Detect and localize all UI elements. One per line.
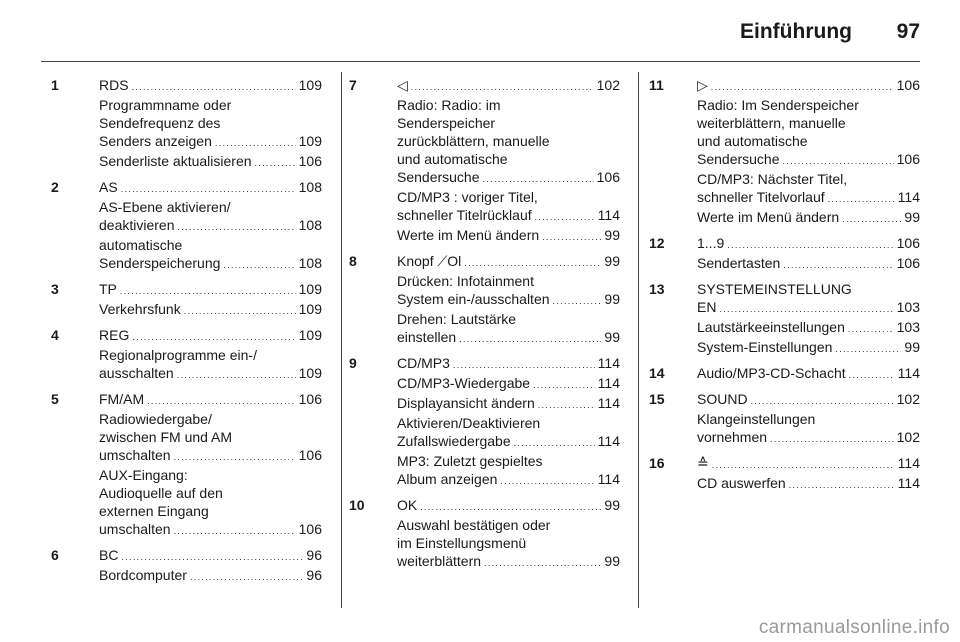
index-label: SOUND: [697, 391, 748, 407]
index-label: Regionalprogramme ein-/: [99, 347, 257, 363]
page-reference: 99: [604, 497, 620, 513]
index-line: [99, 300, 322, 320]
dot-leader: [719, 298, 893, 318]
index-line: [397, 452, 620, 470]
dot-leader: [483, 168, 594, 188]
index-entry: [649, 76, 920, 228]
index-line: [697, 338, 920, 358]
index-line: [697, 318, 920, 338]
dot-leader: [464, 252, 601, 272]
dot-leader: [783, 150, 894, 170]
page-reference: 99: [604, 227, 620, 243]
entry-number: 13: [649, 281, 665, 297]
index-line: [697, 96, 920, 114]
index-line: [99, 364, 322, 384]
page-reference: 106: [298, 447, 322, 463]
dot-leader: [783, 254, 893, 274]
index-line: [697, 150, 920, 170]
dot-leader: [190, 566, 303, 586]
page-reference: 109: [298, 77, 322, 93]
index-line: [99, 254, 322, 274]
dot-leader: [178, 216, 296, 236]
page-reference: 99: [604, 553, 620, 569]
index-label: weiterblättern: [397, 553, 482, 569]
dot-leader: [500, 470, 594, 490]
index-line: [397, 552, 620, 572]
index-label: EN: [697, 299, 717, 315]
index-line: [99, 484, 322, 502]
index-label: Senderliste aktualisieren: [99, 153, 252, 169]
page-reference: 99: [604, 291, 620, 307]
page-reference: 114: [897, 189, 920, 205]
index-entry: [51, 326, 322, 384]
index-label: ◁: [397, 77, 408, 93]
entry-number: 8: [349, 253, 357, 269]
index-label: Aktivieren/Deaktivieren: [397, 415, 541, 431]
index-label: Drehen: Lautstärke: [397, 311, 517, 327]
index-line: [397, 354, 620, 374]
index-line: [99, 410, 322, 428]
index-line: [99, 546, 322, 566]
page-reference: 103: [896, 319, 920, 335]
dot-leader: [828, 188, 895, 208]
page-reference: 114: [597, 355, 620, 371]
dot-leader: [121, 178, 296, 198]
index-label: CD/MP3-Wiedergabe: [397, 375, 531, 391]
entry-number: 5: [51, 391, 59, 407]
dot-leader: [174, 520, 296, 540]
index-label: REG: [99, 327, 130, 343]
index-label: Senders anzeigen: [99, 133, 212, 149]
index-label: BC: [99, 547, 119, 563]
dot-leader: [848, 318, 894, 338]
index-line: [397, 432, 620, 452]
index-label: ▷: [697, 77, 708, 93]
index-line: [697, 234, 920, 254]
entry-number: 10: [349, 497, 365, 513]
dot-leader: [121, 546, 303, 566]
dot-leader: [553, 290, 602, 310]
dot-leader: [147, 390, 296, 410]
index-label: weiterblättern, manuelle: [697, 115, 846, 131]
index-label: externen Eingang: [99, 503, 209, 519]
index-line: [397, 374, 620, 394]
index-column-2: [349, 76, 620, 578]
index-label: deaktivieren: [99, 217, 175, 233]
index-line: [697, 428, 920, 448]
index-label: RDS: [99, 77, 129, 93]
page-reference: 99: [604, 253, 620, 269]
index-label: Sendersuche: [697, 151, 780, 167]
index-entry: [349, 496, 620, 572]
index-line: [697, 114, 920, 132]
index-line: [397, 470, 620, 490]
dot-leader: [215, 132, 296, 152]
index-label: ausschalten: [99, 365, 174, 381]
entry-number: 15: [649, 391, 665, 407]
index-label: vornehmen: [697, 429, 768, 445]
index-entry: [649, 280, 920, 358]
index-label: Zufallswiedergabe: [397, 433, 511, 449]
page-reference: 109: [298, 327, 322, 343]
index-line: [697, 208, 920, 228]
column-divider: [638, 72, 639, 608]
index-label: Radio: Radio: im: [397, 97, 501, 113]
dot-leader: [420, 496, 601, 516]
dot-leader: [411, 76, 594, 96]
index-line: [697, 132, 920, 150]
page-reference: 114: [597, 375, 620, 391]
index-label: umschalten: [99, 521, 171, 537]
index-line: [99, 326, 322, 346]
column-divider: [341, 72, 342, 608]
index-line: [99, 76, 322, 96]
index-label: Werte im Menü ändern: [397, 227, 540, 243]
index-line: [99, 132, 322, 152]
dot-leader: [132, 76, 296, 96]
index-label: einstellen: [397, 329, 457, 345]
index-label: 1...9: [697, 235, 725, 251]
entry-number: 3: [51, 281, 59, 297]
index-line: [99, 216, 322, 236]
dot-leader: [484, 552, 601, 572]
index-line: [397, 328, 620, 348]
index-column-3: [649, 76, 920, 500]
dot-leader: [727, 234, 893, 254]
index-label: Bordcomputer: [99, 567, 187, 583]
page-reference: 114: [597, 471, 620, 487]
index-line: [697, 298, 920, 318]
index-label: ≙: [697, 455, 709, 471]
index-line: [397, 290, 620, 310]
index-label: und automatische: [697, 133, 808, 149]
index-label: CD/MP3: [397, 355, 450, 371]
entry-number: 7: [349, 77, 357, 93]
index-label: Programmname oder: [99, 97, 232, 113]
index-line: [397, 496, 620, 516]
page-reference: 106: [298, 153, 322, 169]
index-label: AUX-Eingang:: [99, 467, 188, 483]
index-label: zwischen FM und AM: [99, 429, 233, 445]
index-line: [99, 96, 322, 114]
entry-number: 12: [649, 235, 665, 251]
index-line: [99, 152, 322, 172]
index-line: [697, 474, 920, 494]
index-label: CD/MP3 : voriger Titel,: [397, 189, 538, 205]
index-line: [99, 446, 322, 466]
index-label: Sendertasten: [697, 255, 781, 271]
index-entry: [51, 546, 322, 586]
index-entry: [649, 390, 920, 448]
index-label: und automatische: [397, 151, 508, 167]
entry-number: 2: [51, 179, 59, 195]
index-line: [697, 364, 920, 384]
index-label: Senderspeicherung: [99, 255, 221, 271]
index-label: Audioquelle auf den: [99, 485, 223, 501]
page-title: Einführung: [740, 20, 852, 43]
index-line: [697, 454, 920, 474]
index-label: OK: [397, 497, 418, 513]
index-entry: [649, 454, 920, 494]
dot-leader: [535, 206, 595, 226]
index-label: SYSTEMEINSTELLUNG: [697, 281, 852, 297]
index-line: [99, 466, 322, 484]
page-reference: 114: [897, 365, 920, 381]
index-label: Werte im Menü ändern: [697, 209, 840, 225]
entry-number: 9: [349, 355, 357, 371]
index-line: [99, 502, 322, 520]
index-line: [397, 168, 620, 188]
entry-number: 1: [51, 77, 59, 93]
dot-leader: [174, 446, 296, 466]
index-label: CD/MP3: Nächster Titel,: [697, 171, 848, 187]
index-label: Radio: Im Senderspeicher: [697, 97, 859, 113]
page-reference: 106: [298, 521, 322, 537]
index-line: [397, 516, 620, 534]
index-label: TP: [99, 281, 117, 297]
dot-leader: [223, 254, 295, 274]
index-line: [99, 114, 322, 132]
page-reference: 114: [897, 455, 920, 471]
dot-leader: [712, 454, 895, 474]
page-reference: 99: [904, 339, 920, 355]
page-reference: 114: [597, 207, 620, 223]
index-entry: [51, 76, 322, 172]
index-entry: [349, 252, 620, 348]
index-entry: [349, 76, 620, 246]
index-label: System-Einstellungen: [697, 339, 833, 355]
page-reference: 106: [896, 255, 920, 271]
index-label: AS-Ebene aktivieren/: [99, 199, 231, 215]
page-number: 97: [896, 20, 920, 43]
page-reference: 108: [298, 255, 322, 271]
index-line: [697, 254, 920, 274]
index-entry: [349, 354, 620, 490]
page-reference: 114: [597, 433, 620, 449]
index-line: [697, 390, 920, 410]
page-reference: 109: [298, 281, 322, 297]
page-reference: 99: [904, 209, 920, 225]
index-line: [397, 76, 620, 96]
page-reference: 102: [896, 391, 920, 407]
index-line: [397, 252, 620, 272]
page-reference: 106: [596, 169, 620, 185]
index-line: [99, 520, 322, 540]
dot-leader: [184, 300, 296, 320]
index-label: Drücken: Infotainment: [397, 273, 534, 289]
header-rule: [41, 61, 920, 62]
index-label: schneller Titelrücklauf: [397, 207, 532, 223]
page-reference: 106: [896, 235, 920, 251]
index-entry: [51, 280, 322, 320]
dot-leader: [177, 364, 296, 384]
index-line: [697, 76, 920, 96]
index-line: [99, 428, 322, 446]
dot-leader: [542, 226, 601, 246]
dot-leader: [789, 474, 895, 494]
index-line: [397, 310, 620, 328]
index-line: [697, 170, 920, 188]
index-column-1: [51, 76, 322, 592]
dot-leader: [120, 280, 296, 300]
index-line: [397, 226, 620, 246]
dot-leader: [132, 326, 295, 346]
index-label: Verkehrsfunk: [99, 301, 181, 317]
index-label: im Einstellungsmenü: [397, 535, 527, 551]
index-line: [99, 178, 322, 198]
index-label: Sendefrequenz des: [99, 115, 221, 131]
index-line: [99, 280, 322, 300]
page-reference: 114: [597, 395, 620, 411]
index-label: Sendersuche: [397, 169, 480, 185]
index-label: Senderspeicher: [397, 115, 496, 131]
index-label: AS: [99, 179, 118, 195]
entry-number: 6: [51, 547, 59, 563]
entry-number: 11: [649, 77, 664, 93]
index-entry: [649, 364, 920, 384]
page-reference: 106: [896, 77, 920, 93]
entry-number: 14: [649, 365, 665, 381]
page-reference: 106: [896, 151, 920, 167]
page-reference: 108: [298, 179, 322, 195]
dot-leader: [849, 364, 895, 384]
page-reference: 109: [298, 301, 322, 317]
page-reference: 109: [298, 133, 322, 149]
page-reference: 102: [896, 429, 920, 445]
dot-leader: [842, 208, 901, 228]
index-line: [397, 206, 620, 226]
index-line: [99, 390, 322, 410]
index-line: [397, 150, 620, 168]
page-reference: 114: [897, 475, 920, 491]
index-line: [397, 114, 620, 132]
index-line: [697, 410, 920, 428]
dot-leader: [459, 328, 601, 348]
page-reference: 96: [306, 567, 322, 583]
index-label: Knopf ⟋Ol: [397, 253, 462, 269]
entry-number: 4: [51, 327, 59, 343]
index-label: schneller Titelvorlauf: [697, 189, 825, 205]
index-label: Displayansicht ändern: [397, 395, 535, 411]
index-label: Radiowiedergabe/: [99, 411, 212, 427]
index-line: [697, 280, 920, 298]
index-line: [397, 96, 620, 114]
index-label: Lautstärkeeinstellungen: [697, 319, 845, 335]
index-label: zurückblättern, manuelle: [397, 133, 550, 149]
index-line: [99, 566, 322, 586]
index-line: [397, 414, 620, 432]
index-line: [697, 188, 920, 208]
index-entry: [649, 234, 920, 274]
index-label: Album anzeigen: [397, 471, 498, 487]
index-label: automatische: [99, 237, 183, 253]
page-reference: 99: [604, 329, 620, 345]
index-label: FM/AM: [99, 391, 145, 407]
index-entry: [51, 178, 322, 274]
page-reference: 102: [596, 77, 620, 93]
index-label: umschalten: [99, 447, 171, 463]
index-label: MP3: Zuletzt gespieltes: [397, 453, 543, 469]
entry-number: 16: [649, 455, 665, 471]
index-label: CD auswerfen: [697, 475, 786, 491]
index-line: [99, 198, 322, 216]
dot-leader: [514, 432, 595, 452]
index-label: Audio/MP3-CD-Schacht: [697, 365, 846, 381]
index-line: [397, 272, 620, 290]
index-line: [397, 188, 620, 206]
page-reference: 108: [298, 217, 322, 233]
dot-leader: [538, 394, 595, 414]
index-line: [99, 236, 322, 254]
page-reference: 109: [298, 365, 322, 381]
dot-leader: [533, 374, 595, 394]
page-reference: 103: [896, 299, 920, 315]
index-line: [397, 534, 620, 552]
index-line: [397, 132, 620, 150]
dot-leader: [770, 428, 894, 448]
page-reference: 96: [306, 547, 322, 563]
dot-leader: [453, 354, 595, 374]
index-label: Klangeinstellungen: [697, 411, 816, 427]
dot-leader: [255, 152, 296, 172]
dot-leader: [835, 338, 901, 358]
index-label: Auswahl bestätigen oder: [397, 517, 551, 533]
index-line: [397, 394, 620, 414]
dot-leader: [711, 76, 894, 96]
dot-leader: [751, 390, 894, 410]
index-entry: [51, 390, 322, 540]
footer-watermark: carmanualsonline.info: [758, 617, 950, 638]
index-line: [99, 346, 322, 364]
page-reference: 106: [298, 391, 322, 407]
index-label: System ein-/ausschalten: [397, 291, 550, 307]
